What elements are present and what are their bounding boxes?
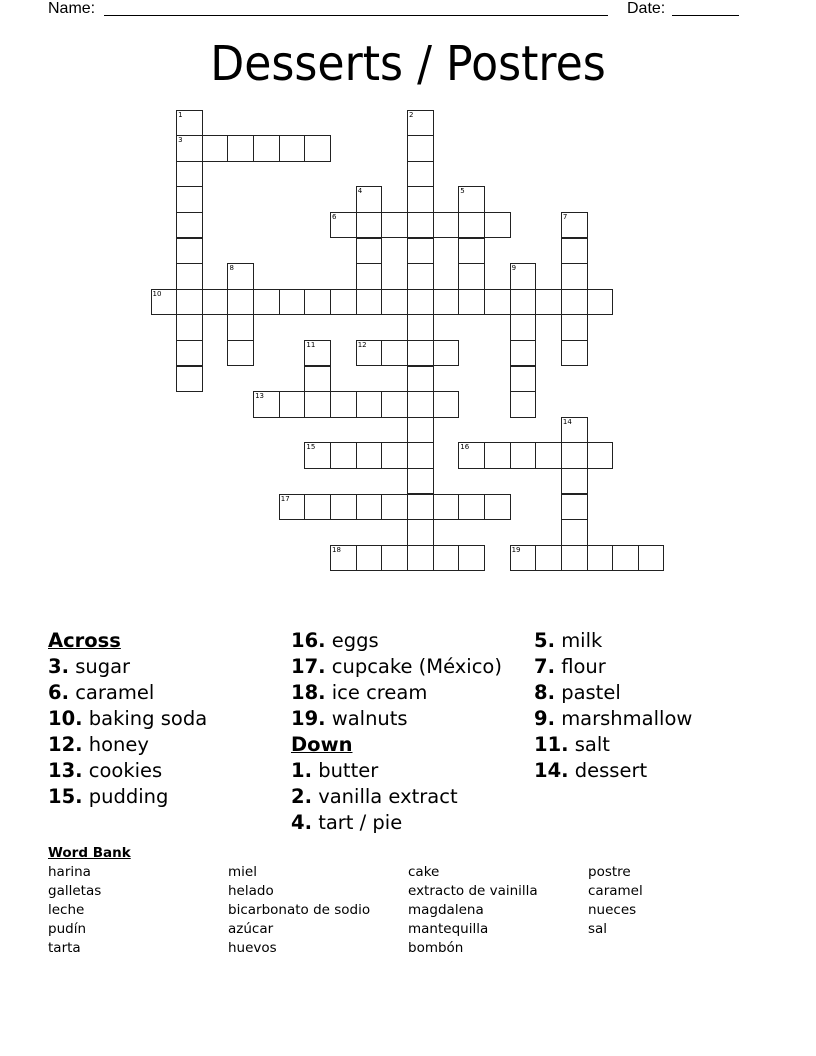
cell-number: 9 [511, 264, 517, 273]
crossword-cell[interactable] [407, 442, 434, 469]
crossword-cell[interactable] [535, 442, 562, 469]
word-bank-item: huevos [228, 940, 277, 956]
crossword-cell[interactable] [561, 238, 588, 265]
cell-number: 15 [306, 443, 316, 452]
clue-number: 17. [291, 655, 326, 678]
clue-column-2 [291, 628, 502, 836]
crossword-cell[interactable] [304, 391, 331, 418]
crossword-cell[interactable] [279, 391, 306, 418]
clue-number: 9. [534, 707, 555, 730]
crossword-cell[interactable] [433, 340, 460, 367]
crossword-cell[interactable] [356, 391, 383, 418]
word-bank-item: azúcar [228, 921, 274, 937]
crossword-cell[interactable] [407, 340, 434, 367]
crossword-cell[interactable] [561, 340, 588, 367]
crossword-cell[interactable] [587, 442, 614, 469]
clue-across-15 [48, 784, 207, 810]
crossword-cell[interactable] [304, 135, 331, 162]
crossword-cell[interactable] [458, 289, 485, 316]
crossword-cell[interactable] [612, 545, 639, 572]
cell-number: 2 [409, 110, 414, 119]
crossword-cell[interactable] [638, 545, 665, 572]
crossword-cell[interactable] [407, 135, 434, 162]
crossword-cell[interactable] [407, 186, 434, 213]
crossword-cell[interactable] [587, 289, 614, 316]
crossword-cell[interactable] [279, 135, 306, 162]
clue-text: salt [574, 733, 610, 756]
word-bank-item: nueces [588, 902, 637, 918]
crossword-cell[interactable] [561, 468, 588, 495]
crossword-cell[interactable] [176, 212, 203, 239]
word-bank-item: postre [588, 864, 631, 880]
crossword-cell[interactable] [458, 494, 485, 521]
crossword-cell[interactable] [176, 238, 203, 265]
clue-across-13 [48, 758, 207, 784]
cell-number: 8 [229, 264, 234, 273]
crossword-cell[interactable] [535, 289, 562, 316]
crossword-cell[interactable] [510, 391, 537, 418]
crossword-cell[interactable] [484, 212, 511, 239]
word-bank-column-4 [588, 863, 643, 939]
crossword-cell[interactable] [484, 494, 511, 521]
word-bank [48, 844, 768, 963]
word-bank-item: miel [228, 864, 257, 880]
word-bank-item: tarta [48, 940, 81, 956]
crossword-cell[interactable] [176, 340, 203, 367]
clue-number: 18. [291, 681, 326, 704]
crossword-cell[interactable] [433, 391, 460, 418]
crossword-cell[interactable] [227, 135, 254, 162]
down-heading: Down [291, 733, 353, 756]
crossword-cell[interactable] [407, 161, 434, 188]
clue-number: 1. [291, 759, 312, 782]
clue-number: 6. [48, 681, 69, 704]
word-bank-item: harina [48, 864, 91, 880]
crossword-cell[interactable] [561, 212, 588, 239]
crossword-cell[interactable] [458, 238, 485, 265]
crossword-cell[interactable] [407, 417, 434, 444]
clue-column-1 [48, 628, 207, 810]
clue-down-11 [534, 732, 692, 758]
crossword-cell[interactable] [407, 494, 434, 521]
crossword-cell[interactable] [510, 442, 537, 469]
crossword-cell[interactable] [510, 263, 537, 290]
crossword-cell[interactable] [407, 110, 434, 137]
crossword-cell[interactable] [356, 289, 383, 316]
clue-text: pastel [561, 681, 621, 704]
crossword-cell[interactable] [202, 135, 229, 162]
crossword-cell[interactable] [330, 442, 357, 469]
clue-number: 13. [48, 759, 83, 782]
cell-number: 5 [460, 187, 465, 196]
crossword-cell[interactable] [330, 289, 357, 316]
page-title: Desserts / Postres [210, 36, 606, 92]
clue-number: 11. [534, 733, 569, 756]
clue-number: 10. [48, 707, 83, 730]
crossword-cell[interactable] [151, 289, 178, 316]
crossword-cell[interactable] [330, 391, 357, 418]
clue-number: 3. [48, 655, 69, 678]
crossword-cell[interactable] [176, 161, 203, 188]
clue-text: sugar [75, 655, 131, 678]
crossword-cell[interactable] [561, 442, 588, 469]
clue-number: 4. [291, 811, 312, 834]
clue-across-18 [291, 680, 502, 706]
clue-across-16 [291, 628, 502, 654]
crossword-cell[interactable] [458, 442, 485, 469]
crossword-cell[interactable] [176, 366, 203, 393]
word-bank-item: bombón [408, 940, 464, 956]
clue-text: pudding [88, 785, 169, 808]
crossword-cell[interactable] [381, 545, 408, 572]
name-label: Name: [48, 0, 96, 17]
crossword-cell[interactable] [433, 494, 460, 521]
cell-number: 17 [280, 494, 290, 503]
crossword-cell[interactable] [407, 238, 434, 265]
crossword-cell[interactable] [561, 314, 588, 341]
crossword-cell[interactable] [484, 289, 511, 316]
crossword-cell[interactable] [407, 212, 434, 239]
word-bank-title: Word Bank [48, 845, 131, 861]
clue-number: 19. [291, 707, 326, 730]
crossword-cell[interactable] [176, 314, 203, 341]
crossword-cell[interactable] [227, 314, 254, 341]
clue-across-17 [291, 654, 502, 680]
crossword-cell[interactable] [407, 314, 434, 341]
crossword-cell[interactable] [458, 186, 485, 213]
clue-text: baking soda [88, 707, 208, 730]
clue-number: 15. [48, 785, 83, 808]
crossword-cell[interactable] [561, 263, 588, 290]
cell-number: 3 [178, 136, 183, 145]
crossword-cell[interactable] [381, 212, 408, 239]
crossword-cell[interactable] [381, 391, 408, 418]
word-bank-item: galletas [48, 883, 102, 899]
crossword-cell[interactable] [356, 263, 383, 290]
word-bank-item: leche [48, 902, 85, 918]
crossword-cell[interactable] [381, 442, 408, 469]
crossword-cell[interactable] [330, 545, 357, 572]
clue-across-19 [291, 706, 502, 732]
clue-down-7 [534, 654, 692, 680]
crossword-cell[interactable] [433, 289, 460, 316]
cell-number: 7 [562, 212, 568, 221]
clue-text: tart / pie [318, 811, 403, 834]
clue-text: caramel [75, 681, 155, 704]
crossword-cell[interactable] [561, 494, 588, 521]
crossword-cell[interactable] [330, 494, 357, 521]
crossword-cell[interactable] [330, 212, 357, 239]
clue-text: vanilla extract [318, 785, 458, 808]
crossword-cell[interactable] [227, 289, 254, 316]
crossword-cell[interactable] [227, 263, 254, 290]
clue-number: 7. [534, 655, 555, 678]
word-bank-item: helado [228, 883, 274, 899]
clue-number: 14. [534, 759, 569, 782]
clue-text: marshmallow [561, 707, 693, 730]
crossword-cell[interactable] [176, 186, 203, 213]
crossword-cell[interactable] [356, 340, 383, 367]
word-bank-column-2 [228, 863, 370, 958]
word-bank-list [48, 863, 768, 963]
cell-number: 16 [460, 443, 470, 452]
word-bank-item: pudín [48, 921, 87, 937]
cell-number: 1 [178, 110, 183, 119]
crossword-cell[interactable] [227, 340, 254, 367]
clue-down-8 [534, 680, 692, 706]
cell-number: 12 [357, 340, 367, 349]
clue-column-3 [534, 628, 692, 784]
crossword-cell[interactable] [433, 212, 460, 239]
word-bank-item: cake [408, 864, 440, 880]
crossword-cell[interactable] [304, 494, 331, 521]
crossword-cell[interactable] [510, 340, 537, 367]
crossword-cell[interactable] [458, 263, 485, 290]
crossword-cell[interactable] [458, 212, 485, 239]
crossword-cell[interactable] [407, 263, 434, 290]
crossword-cell[interactable] [561, 519, 588, 546]
crossword-cell[interactable] [176, 110, 203, 137]
crossword-cell[interactable] [407, 519, 434, 546]
clue-text: honey [88, 733, 149, 756]
clue-across-6 [48, 680, 207, 706]
crossword-cell[interactable] [279, 494, 306, 521]
clue-text: walnuts [331, 707, 408, 730]
word-bank-item: extracto de vainilla [408, 883, 538, 899]
clue-number: 2. [291, 785, 312, 808]
clue-number: 5. [534, 629, 555, 652]
clue-text: butter [318, 759, 379, 782]
crossword-cell[interactable] [356, 186, 383, 213]
crossword-cell[interactable] [356, 238, 383, 265]
clue-down-9 [534, 706, 692, 732]
clue-text: ice cream [331, 681, 428, 704]
cell-number: 10 [152, 289, 162, 298]
word-bank-column-3 [408, 863, 538, 958]
crossword-cell[interactable] [253, 135, 280, 162]
cell-number: 13 [255, 392, 265, 401]
crossword-cell[interactable] [484, 442, 511, 469]
crossword-cell[interactable] [381, 289, 408, 316]
word-bank-item: bicarbonato de sodio [228, 902, 371, 918]
crossword-cell[interactable] [407, 468, 434, 495]
crossword-cell[interactable] [561, 289, 588, 316]
crossword-cell[interactable] [407, 391, 434, 418]
word-bank-item: mantequilla [408, 921, 489, 937]
crossword-cell[interactable] [535, 545, 562, 572]
clue-across-10 [48, 706, 207, 732]
clue-text: eggs [331, 629, 379, 652]
clue-down-14 [534, 758, 692, 784]
crossword-cell[interactable] [407, 289, 434, 316]
crossword-cell[interactable] [356, 442, 383, 469]
crossword-cell[interactable] [510, 314, 537, 341]
clue-number: 8. [534, 681, 555, 704]
word-bank-item: sal [588, 921, 608, 937]
crossword-cell[interactable] [304, 340, 331, 367]
clue-down-4 [291, 810, 502, 836]
crossword-cell[interactable] [510, 545, 537, 572]
crossword-cell[interactable] [510, 289, 537, 316]
word-bank-item: caramel [588, 883, 643, 899]
crossword-cell[interactable] [304, 289, 331, 316]
crossword-cell[interactable] [253, 391, 280, 418]
clue-number: 12. [48, 733, 83, 756]
crossword-cell[interactable] [356, 212, 383, 239]
cell-number: 6 [332, 212, 337, 221]
crossword-cell[interactable] [433, 545, 460, 572]
crossword-cell[interactable] [381, 494, 408, 521]
crossword-cell[interactable] [510, 366, 537, 393]
clue-down-5 [534, 628, 692, 654]
crossword-cell[interactable] [458, 545, 485, 572]
crossword-cell[interactable] [356, 494, 383, 521]
cell-number: 18 [332, 545, 341, 554]
clue-number: 16. [291, 629, 326, 652]
clue-text: cupcake (México) [331, 655, 502, 678]
across-heading: Across [48, 629, 121, 652]
crossword-cell[interactable] [176, 263, 203, 290]
clue-across-3 [48, 654, 207, 680]
clue-across-12 [48, 732, 207, 758]
crossword-cell[interactable] [304, 366, 331, 393]
crossword-cell[interactable] [561, 417, 588, 444]
clue-text: cookies [88, 759, 163, 782]
clue-text: flour [561, 655, 606, 678]
word-bank-column-1 [48, 863, 101, 958]
clue-text: milk [561, 629, 603, 652]
clue-down-2 [291, 784, 502, 810]
crossword-cell[interactable] [587, 545, 614, 572]
cell-number: 11 [306, 340, 316, 349]
crossword-cell[interactable] [561, 545, 588, 572]
word-bank-item: magdalena [408, 902, 484, 918]
crossword-cell[interactable] [381, 340, 408, 367]
crossword-cell[interactable] [304, 442, 331, 469]
date-label: Date: [627, 0, 666, 17]
cell-number: 19 [511, 545, 521, 554]
crossword-cell[interactable] [407, 545, 434, 572]
crossword-cell[interactable] [407, 366, 434, 393]
crossword-cell[interactable] [279, 289, 306, 316]
crossword-cell[interactable] [202, 289, 229, 316]
clue-down-1 [291, 758, 502, 784]
crossword-cell[interactable] [356, 545, 383, 572]
crossword-cell[interactable] [176, 289, 203, 316]
clue-text: dessert [574, 759, 648, 782]
crossword-cell[interactable] [253, 289, 280, 316]
cell-number: 4 [357, 187, 363, 196]
cell-number: 14 [562, 417, 572, 426]
crossword-cell[interactable] [176, 135, 203, 162]
